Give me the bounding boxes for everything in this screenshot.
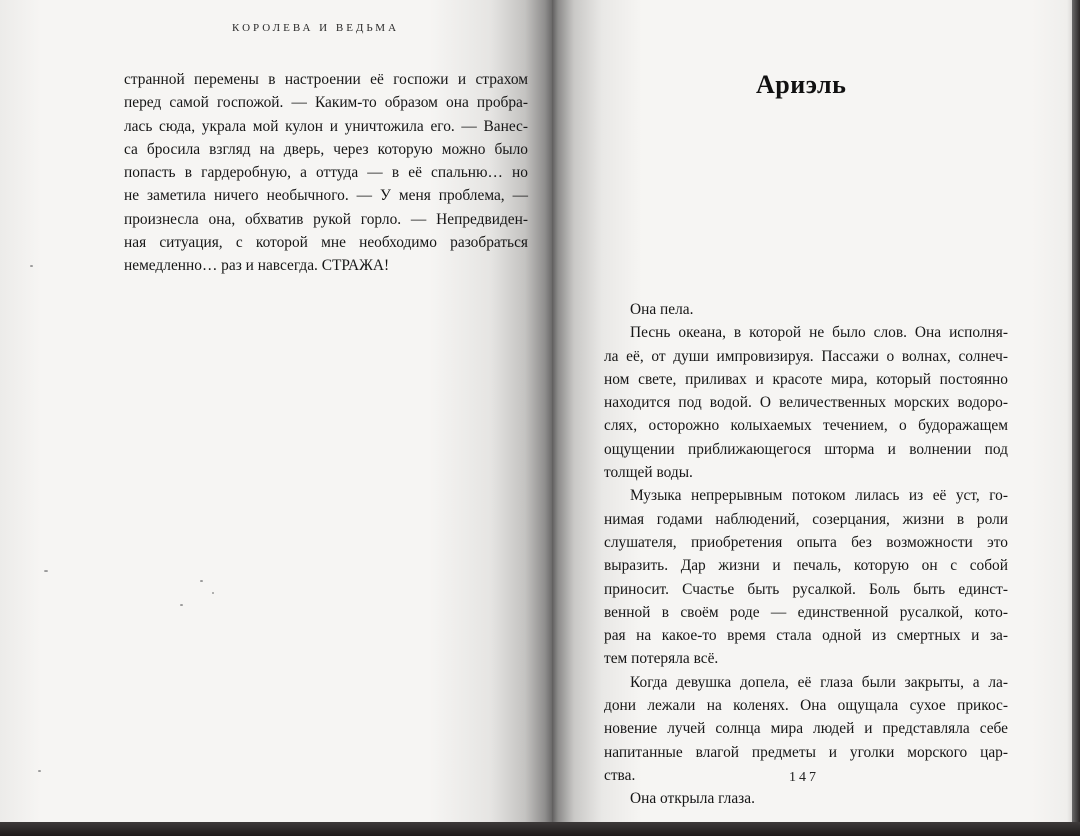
text-line: не заметила ничего необычного. — У меня проблема, — [124,187,528,205]
right-page-text [604,298,1008,811]
text-line: тем потеряла всё. [604,650,719,668]
text-line: венной в своём роде — единственной русалкой, кото- [604,603,1008,621]
text-line: перед самой госпожой. — Каким-то образом она пробра- [124,94,528,112]
scan-speck [212,592,214,594]
text-line: Музыка непрерывным потоком лилась из её уст, го- [630,487,1008,505]
text-line: Она открыла глаза. [630,790,755,808]
text-line: ном свете, приливах и красоте мира, который постоянно [604,370,1008,388]
text-line: дони лежали на коленях. Она ощущала сухое прикос- [604,697,1008,715]
text-line: Когда девушка допела, её глаза были закрыты, а ла- [630,673,1008,691]
text-line: новение лучей солнца мира людей и представляла себе [604,720,1008,738]
text-line: попасть в гардеробную, а оттуда — в её спальню… но [124,164,528,182]
scan-bottom-edge [0,822,1080,836]
text-line: лась сюда, украла мой кулон и уничтожила его. — Ванес- [124,117,528,135]
text-line: ощущении приближающегося шторма и волнении под [604,440,1008,458]
text-line: ная ситуация, с которой мне необходимо разобраться [124,234,528,252]
text-line: ства. [604,766,636,784]
text-line: нимая годами наблюдений, созерцания, жизни в роли [604,510,1008,528]
text-line: выразить. Дар жизни и печаль, которую он с собой [604,557,1008,575]
text-line: рая на какое-то время стала одной из смертных и за- [604,627,1008,645]
text-line: толщей воды. [604,464,693,482]
scan-speck [30,265,33,267]
text-line: произнесла она, обхватив рукой горло. — Непредвиден- [124,210,528,228]
text-line: слушателя, приобретения опыта без возможности это [604,533,1008,551]
text-line: Песнь океана, в которой не было слов. Она исполня- [630,324,1008,342]
chapter-title: Ариэль [756,70,847,99]
scan-speck [38,770,41,772]
running-head: КОРОЛЕВА И ВЕДЬМА [232,22,400,34]
text-line: странной перемены в настроении её госпожи и страхом [124,71,528,88]
text-line: ла её, от души импровизируя. Пассажи о волнах, солнеч- [604,347,1008,365]
page-number: 147 [789,770,819,785]
text-line: напитанные влагой предметы и уголки морского цар- [604,743,1008,761]
scan-speck [200,580,203,582]
text-line: са бросила взгляд на дверь, через которую можно было [124,140,528,158]
scan-speck [44,570,48,572]
page-edge [1072,0,1080,836]
text-line: Она пела. [630,301,694,318]
left-page-text [124,68,528,278]
scan-speck [180,604,183,606]
text-line: находится под водой. О величественных морских водоро- [604,394,1008,412]
text-line: слях, осторожно колыхаемых течением, о будоражащем [604,417,1008,435]
text-line: немедленно… раз и навсегда. СТРАЖА! [124,257,390,275]
text-line: приносит. Счастье быть русалкой. Боль быть единст- [604,580,1008,598]
